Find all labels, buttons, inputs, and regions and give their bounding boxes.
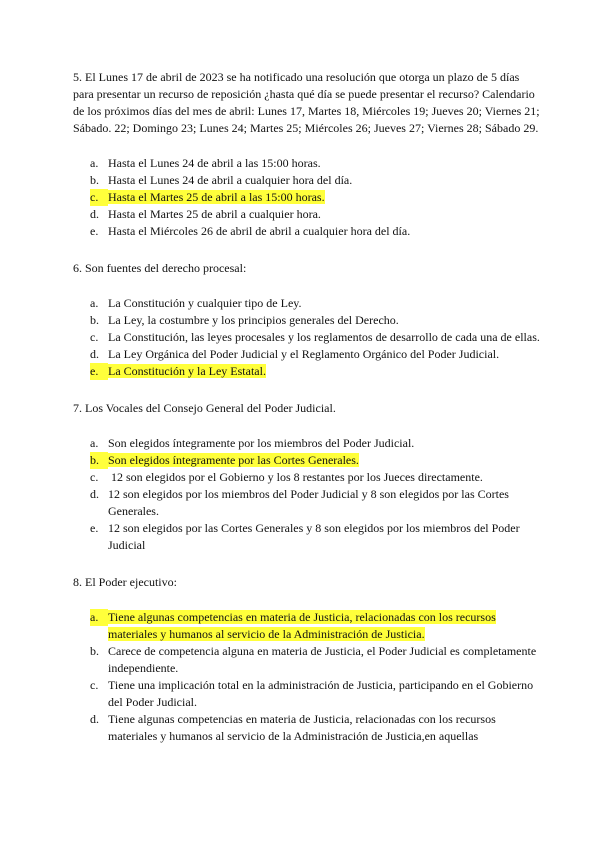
option-letter: b. [90,644,99,658]
option-5d [73,206,541,223]
option-6a [73,295,541,312]
option-text: La Ley Orgánica del Poder Judicial y el Reglamento Orgánico del Poder Judicial. [108,347,500,361]
option-letter: e. [90,363,108,380]
question-5-options [73,155,541,240]
option-6b [73,312,541,329]
question-5-text: 5. El Lunes 17 de abril de 2023 se ha notificado una resolución que otorga un plazo de 5 días para presentar un recurso de reposición ¿hasta qué día se puede presentar el recurso? Calendario de los próximos días del mes de abril: Lunes 17, Martes 18, Miércoles 19; Jueves 20; Viernes 21; Sábado. 22; Domingo 23; Lunes 24; Martes 25; Miércoles 26; Jueves 27; Viernes 28; Sábado 29. [73,70,540,135]
question-8-title: 8. El Poder ejecutivo: [73,575,177,589]
option-letter: c. [90,189,108,206]
option-text: La Ley, la costumbre y los principios generales del Derecho. [108,313,399,327]
option-7e [73,520,541,554]
option-text: La Constitución, las leyes procesales y los reglamentos de desarrollo de cada una de ellas. [108,330,540,344]
option-letter: b. [90,173,99,187]
option-5c-highlighted [73,189,541,206]
option-letter: d. [90,207,99,221]
option-text: 12 son elegidos por el Gobierno y los 8 restantes por los Jueces directamente. [108,470,483,484]
option-letter: c. [90,470,99,484]
option-letter: c. [90,330,99,344]
question-7-title: 7. Los Vocales del Consejo General del Poder Judicial. [73,401,336,415]
option-text: Son elegidos íntegramente por los miembros del Poder Judicial. [108,436,415,450]
option-7a [73,435,541,452]
option-letter: d. [90,712,99,726]
option-text: Hasta el Lunes 24 de abril a las 15:00 horas. [108,156,321,170]
option-letter: b. [90,452,108,469]
option-8a-highlighted [73,609,541,643]
option-7c [73,469,541,486]
question-6-options [73,295,541,380]
option-text: 12 son elegidos por las Cortes Generales y 8 son elegidos por los miembros del Poder Judicial [108,521,520,552]
option-6c [73,329,541,346]
option-text: Hasta el Lunes 24 de abril a cualquier hora del día. [108,173,353,187]
option-text: Tiene una implicación total en la administración de Justicia, participando en el Gobierno del Poder Judicial. [108,678,534,709]
option-letter: a. [90,609,108,626]
option-5e [73,223,541,240]
option-7b-highlighted [73,452,541,469]
option-8d [73,711,541,745]
option-letter: a. [90,156,99,170]
option-text-highlighted: Tiene algunas competencias en materia de Justicia, relacionadas con los recursos materiales y humanos al servicio de la Administración de Justicia. [108,610,496,641]
option-text: Carece de competencia alguna en materia de Justicia, el Poder Judicial es completamente independiente. [108,644,537,675]
option-6e-highlighted [73,363,541,380]
option-letter: b. [90,313,99,327]
option-8b [73,643,541,677]
question-6-title: 6. Son fuentes del derecho procesal: [73,261,247,275]
option-text: Tiene algunas competencias en materia de Justicia, relacionadas con los recursos materiales y humanos al servicio de la Administración de Justicia,en aquellas [108,712,496,743]
question-8-options [73,609,541,745]
option-letter: a. [90,296,99,310]
question-7-options [73,435,541,554]
option-7d [73,486,541,520]
option-text-highlighted: Son elegidos íntegramente por las Cortes Generales. [108,453,359,467]
option-letter: a. [90,436,99,450]
option-text: Hasta el Miércoles 26 de abril de abril a cualquier hora del día. [108,224,411,238]
document-content [73,69,541,745]
option-letter: e. [90,521,99,535]
option-text-highlighted: Hasta el Martes 25 de abril a las 15:00 horas. [108,190,325,204]
option-letter: c. [90,678,99,692]
option-8c [73,677,541,711]
option-5b [73,172,541,189]
option-6d [73,346,541,363]
option-text-highlighted: La Constitución y la Ley Estatal. [108,364,266,378]
option-letter: d. [90,487,99,501]
option-5a [73,155,541,172]
option-text: Hasta el Martes 25 de abril a cualquier hora. [108,207,321,221]
option-letter: e. [90,224,99,238]
option-text: 12 son elegidos por los miembros del Poder Judicial y 8 son elegidos por las Cortes Generales. [108,487,509,518]
option-text: La Constitución y cualquier tipo de Ley. [108,296,302,310]
option-letter: d. [90,347,99,361]
